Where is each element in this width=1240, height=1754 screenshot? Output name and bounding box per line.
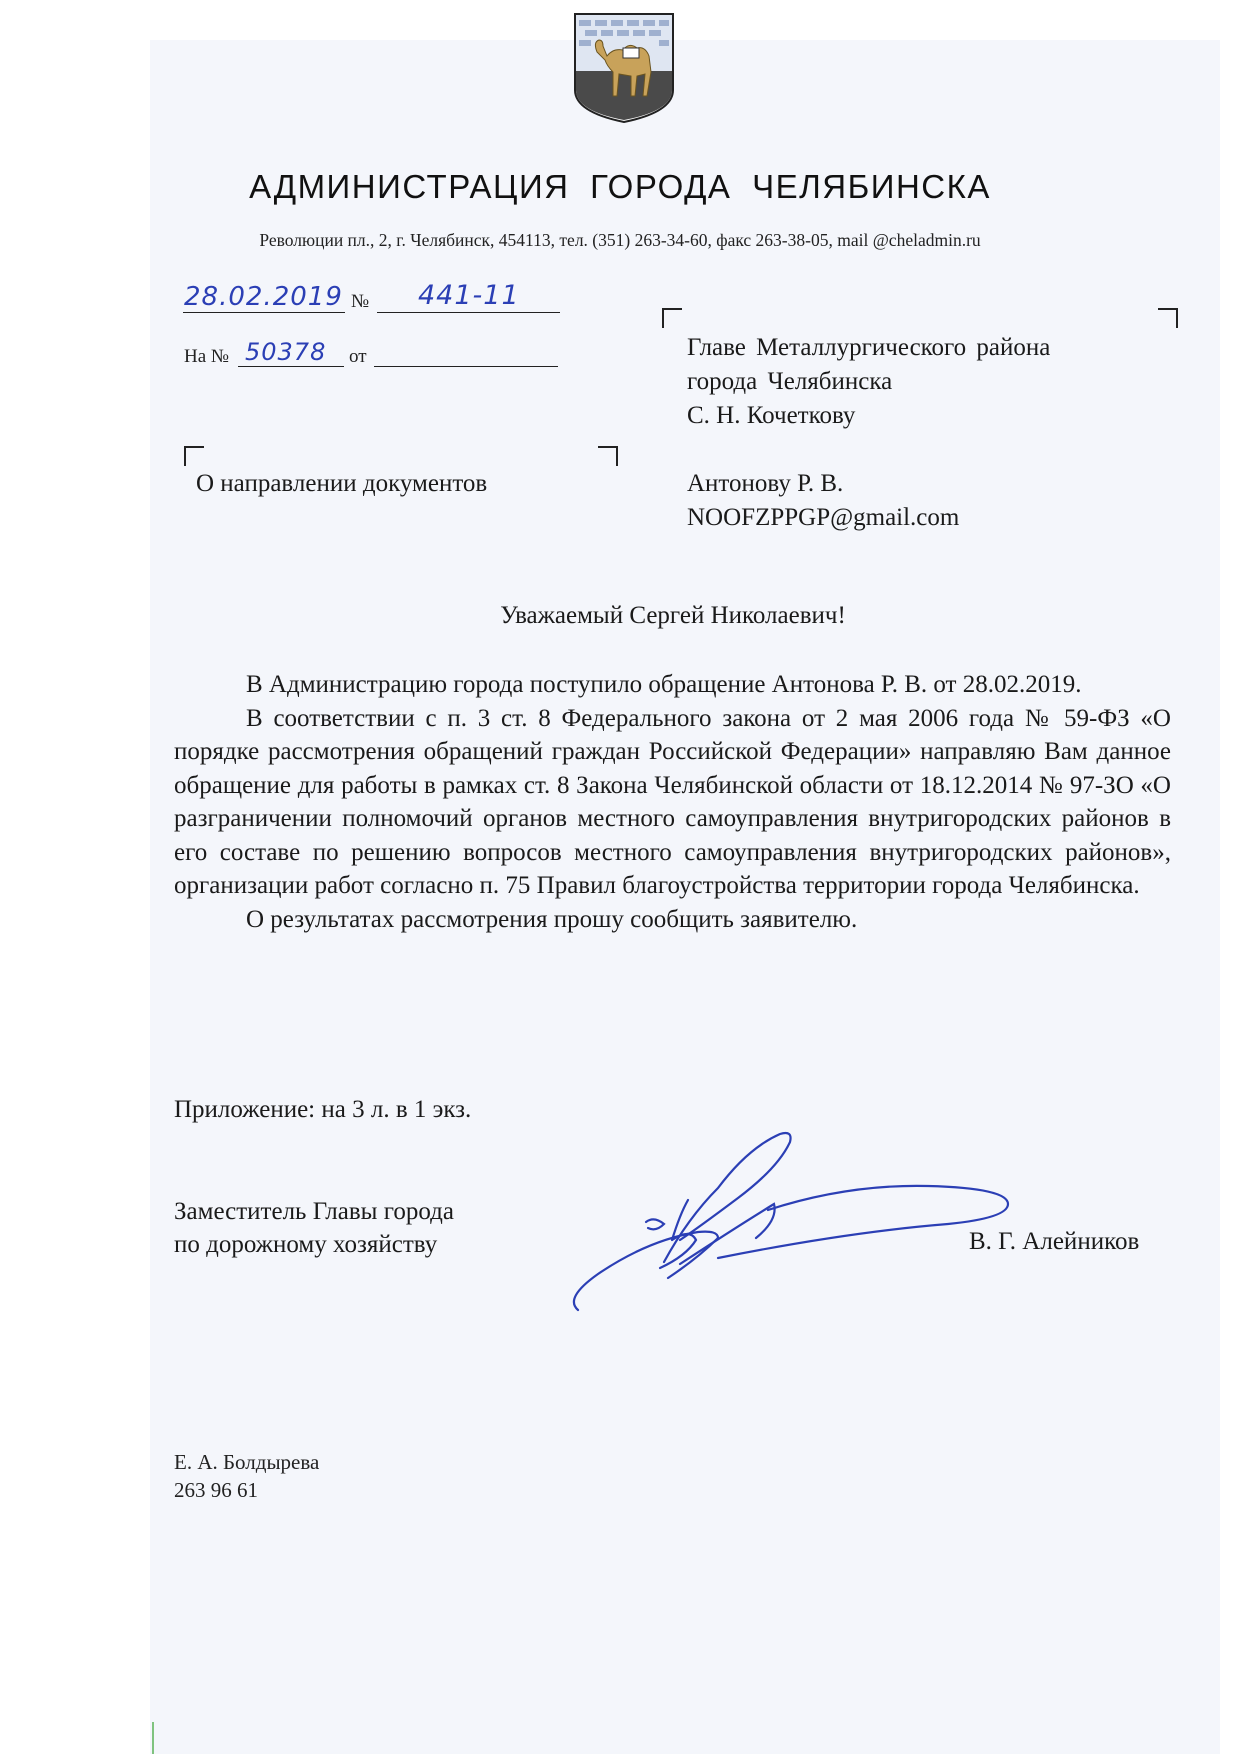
salutation: Уважаемый Сергей Николаевич! (500, 602, 846, 629)
addressee-line-3: С. Н. Кочеткову (687, 402, 856, 429)
signer-name: В. Г. Алейников (969, 1228, 1140, 1255)
outgoing-number: 441-11 (418, 280, 520, 311)
outgoing-date: 28.02.2019 (184, 282, 343, 312)
executor-name: Е. А. Болдырева (174, 1450, 320, 1474)
organization-address: Революции пл., 2, г. Челябинск, 454113, тел. (351) 263-34-60, факс 263-38-05, mail @cheladmin.ru (259, 230, 981, 250)
subject-corner-left (184, 446, 204, 466)
date-underline (183, 312, 345, 313)
reference-prefix: На № (184, 346, 230, 367)
appendix-note: Приложение: на 3 л. в 1 экз. (174, 1096, 472, 1123)
reference-number: 50378 (245, 338, 327, 366)
addressee-line-2: города Челябинска (687, 368, 893, 395)
addressee-line-4: Антонову Р. В. (687, 470, 844, 497)
subject-corner-right (598, 446, 618, 466)
organization-title: АДМИНИСТРАЦИЯ ГОРОДА ЧЕЛЯБИНСКА (249, 168, 991, 205)
letter-subject: О направлении документов (196, 470, 488, 497)
body-paragraph-1: В Администрацию города поступило обращение Антонова Р. В. от 28.02.2019. (246, 671, 1082, 698)
scan-edge-mark (152, 1722, 154, 1754)
addressee-line-1: Главе Металлургического района (687, 334, 1051, 361)
addressee-corner-left (662, 308, 682, 328)
addressee-email: NOOFZPPGP@gmail.com (687, 504, 960, 531)
number-label: № (351, 291, 370, 312)
executor-info (174, 1448, 319, 1504)
letter-body (174, 668, 1171, 936)
signer-position (174, 1195, 454, 1261)
number-underline (377, 312, 560, 313)
body-paragraph-3: О результатах рассмотрения прошу сообщить заявителю. (246, 905, 858, 933)
reference-number-underline (238, 366, 344, 367)
reference-date-underline (374, 366, 558, 367)
signer-position-line-2: по дорожному хозяйству (174, 1231, 438, 1258)
reference-from-label: от (349, 346, 367, 367)
city-emblem-icon (573, 12, 675, 124)
executor-phone: 263 96 61 (174, 1478, 258, 1502)
handwritten-signature (568, 1128, 1018, 1318)
body-paragraph-2: В соответствии с п. 3 ст. 8 Федерального закона от 2 мая 2006 года № 59-ФЗ «О порядке рассмотрения обращений граждан Российской Федерации» направляю Вам данное обращение для работы в рамках ст. 8 Закона Челябинской области от 18.12.2014 № 97-ЗО «О разграничении полномочий органов местного самоуправления внутригородских районов в его составе по решению вопросов местного самоуправления внутригородских районов», организации работ согласно п. 75 Правил благоустройства территории города Челябинска. (174, 704, 1171, 899)
addressee-corner-right (1158, 308, 1178, 328)
signer-position-line-1: Заместитель Главы города (174, 1198, 454, 1225)
